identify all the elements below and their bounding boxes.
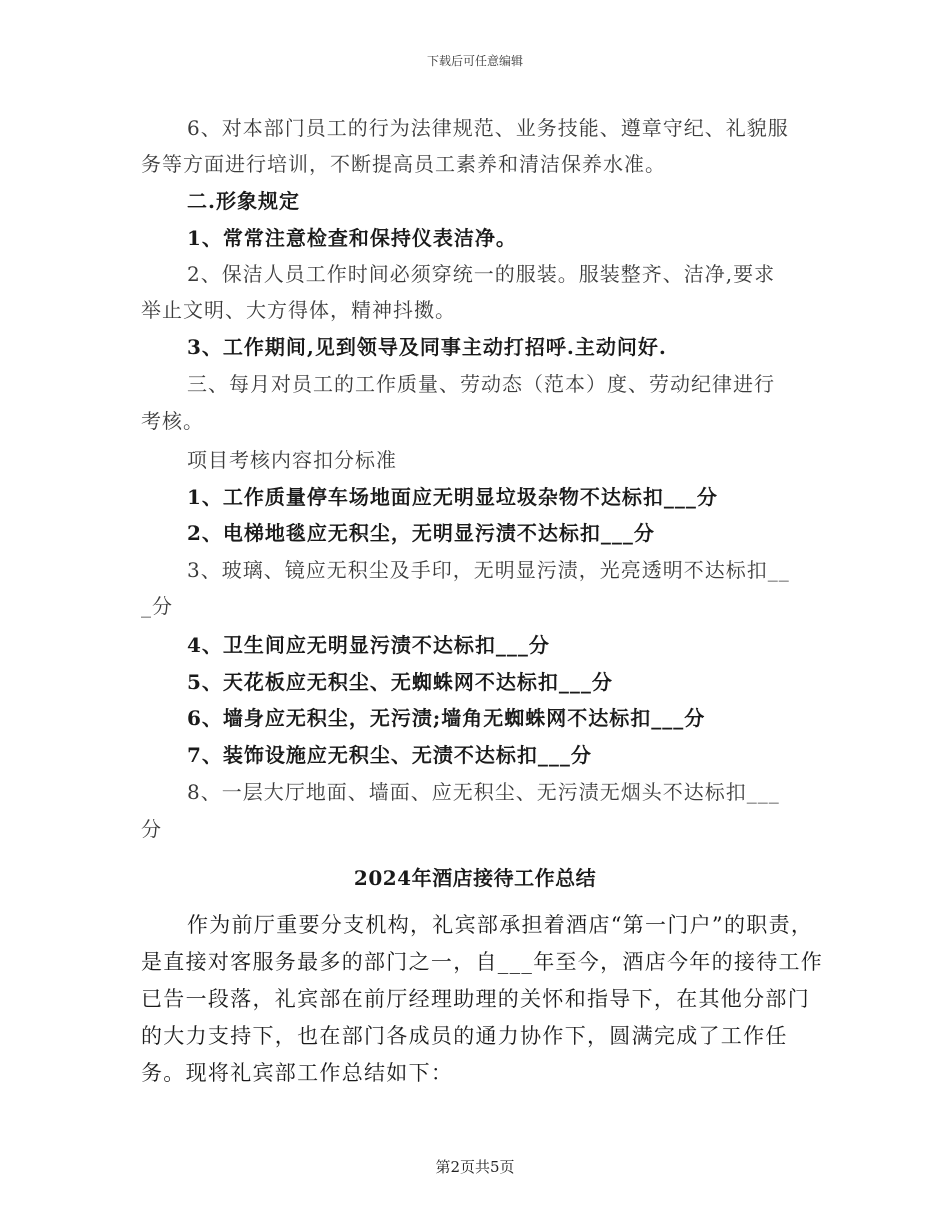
list-item: 6、墙身应无积尘，无污渍;墙角无蜘蛛网不达标扣___分 — [187, 706, 706, 730]
list-item: 3、玻璃、镜应无积尘及手印，无明显污渍，光亮透明不达标扣__ — [187, 558, 790, 582]
text-line: 2、保洁人员工作时间必须穿统一的服装。服装整齐、洁净,要求 — [187, 262, 776, 286]
summary-paragraph: 作为前厅重要分支机构，礼宾部承担着酒店“第一门户”的职责，是直接对客服务最多的部门之一，自___年至今，酒店今年的接待工作已告一段落，礼宾部在前厅经理助理的关怀和指导下，在其他分部门的大力支持下，也在部门各成员的通力协作下，圆满完成了工作任务。现将礼宾部工作总结如下： — [141, 913, 824, 1085]
text-line: 务等方面进行培训，不断提高员工素养和清洁保养水准。 — [141, 152, 666, 176]
page-header-note: 下载后可任意编辑 — [426, 54, 523, 68]
text-line: 项目考核内容扣分标准 — [187, 448, 397, 472]
list-item: 7、装饰设施应无积尘、无渍不达标扣___分 — [187, 743, 592, 767]
text-line: 三、每月对员工的工作质量、劳动态（范本）度、劳动纪律进行 — [187, 372, 775, 396]
text-line: 考核。 — [141, 409, 204, 433]
list-item: 1、工作质量停车场地面应无明显垃圾杂物不达标扣___分 — [187, 485, 718, 509]
list-item-continued: 分 — [141, 817, 162, 841]
list-item: 8、一层大厅地面、墙面、应无积尘、无污渍无烟头不达标扣___ — [187, 780, 780, 804]
text-line: 1、常常注意检查和保持仪表洁净。 — [187, 226, 517, 250]
text-line: 举止文明、大方得体，精神抖擞。 — [141, 298, 456, 322]
list-item-continued: _分 — [141, 594, 173, 618]
page-number: 第2页共5页 — [435, 1158, 515, 1176]
section-heading: 二.形象规定 — [187, 189, 300, 213]
list-item: 5、天花板应无积尘、无蜘蛛网不达标扣___分 — [187, 670, 613, 694]
text-line: 6、对本部门员工的行为法律规范、业务技能、遵章守纪、礼貌服 — [187, 116, 789, 140]
list-item: 4、卫生间应无明显污渍不达标扣___分 — [187, 633, 550, 657]
section-title: 2024年酒店接待工作总结 — [353, 866, 597, 890]
list-item: 2、电梯地毯应无积尘，无明显污渍不达标扣___分 — [187, 521, 655, 545]
text-line: 3、工作期间,见到领导及同事主动打招呼.主动问好. — [187, 335, 667, 359]
